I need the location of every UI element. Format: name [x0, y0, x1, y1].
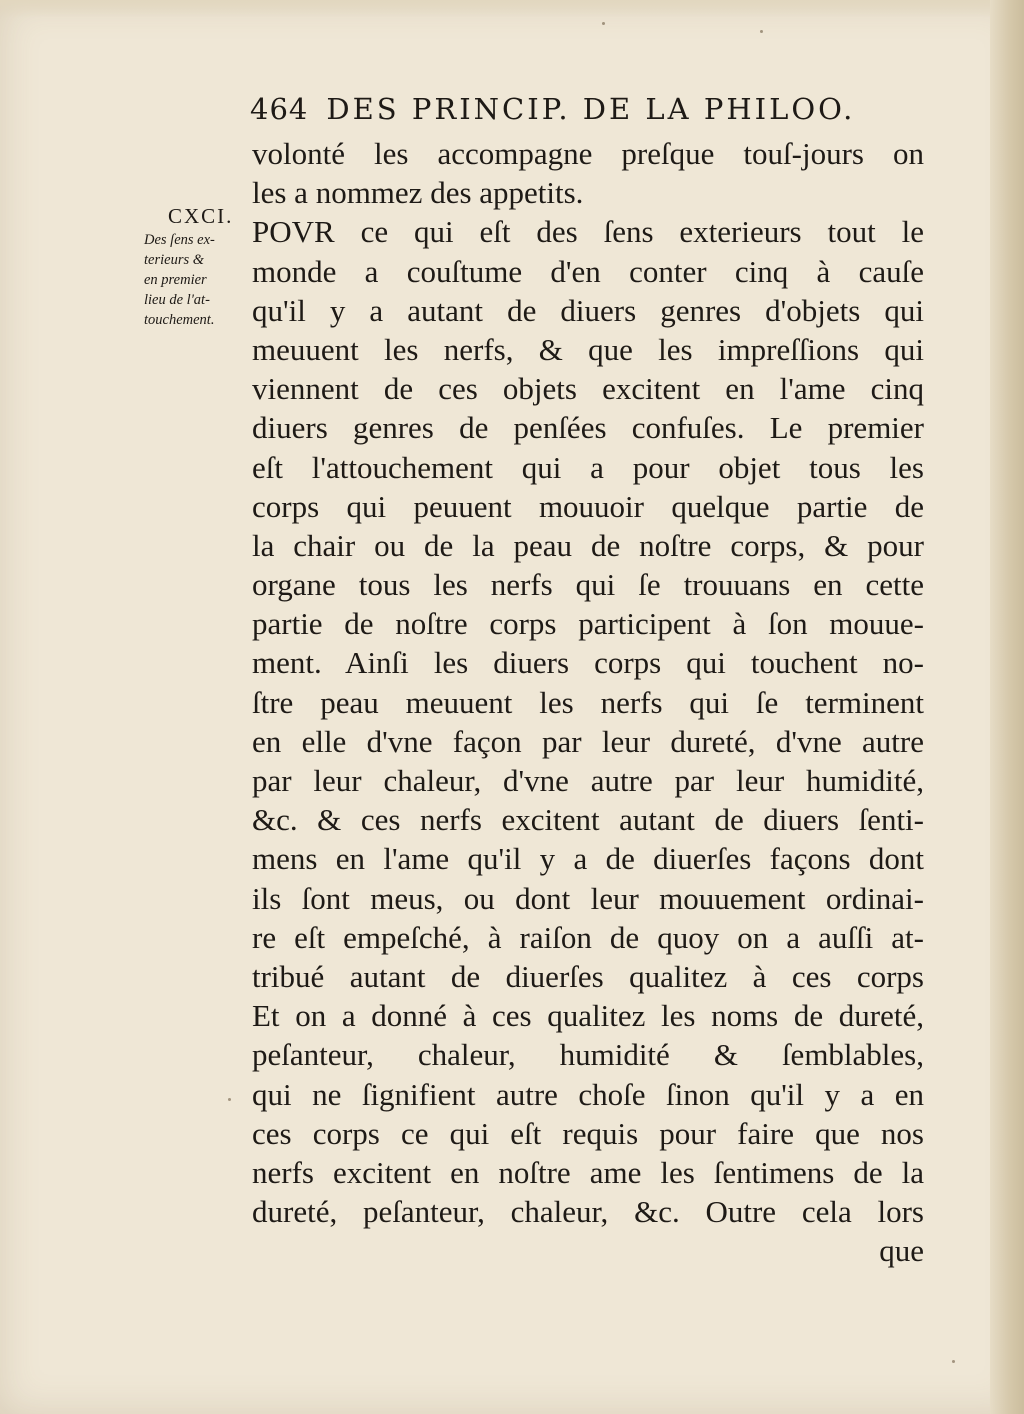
running-title: DES PRINCIP. DE LA PHILOO.	[326, 92, 856, 126]
margin-note-line: Des ſens ex-	[144, 232, 215, 248]
text-line: &c. & ces nerfs excitent autant de diuers ſenti-	[252, 802, 924, 838]
margin-note-line: terieurs &	[144, 252, 205, 268]
text-line: en elle d'vne façon par leur dureté, d'vne autre	[252, 723, 924, 759]
text-line: Et on a donné à ces qualitez les noms de dureté,	[252, 998, 924, 1034]
margin-note-line: en premier	[144, 272, 207, 288]
text-line: qui ne ſignifient autre choſe ſinon qu'il y a en	[252, 1076, 924, 1112]
text-line: qu'il y a autant de diuers genres d'objets qui	[252, 292, 924, 328]
margin-note	[144, 230, 248, 330]
text-line: volonté les accompagne preſque touſ-jours on	[252, 136, 924, 171]
text-line: ils ſont meus, ou dont leur mouuement ordinai-	[252, 880, 924, 916]
text-line: re eſt empeſché, à raiſon de quoy on a auſſi at-	[252, 919, 924, 955]
text-line: corps qui peuuent mouuoir quelque partie de	[252, 488, 924, 524]
page-number: 464	[250, 92, 309, 126]
text-line: ment. Ainſi les diuers corps qui touchent no-	[252, 645, 924, 681]
text-line: par leur chaleur, d'vne autre par leur humidité,	[252, 763, 924, 798]
text-line: peſanteur, chaleur, humidité & ſemblables,	[252, 1037, 924, 1073]
paper-speck	[228, 1098, 231, 1101]
margin-note-line: touchement.	[144, 312, 215, 328]
text-line: les a nommez des appetits.	[252, 175, 584, 211]
text-line: tribué autant de diuerſes qualitez à ces corps	[252, 958, 924, 994]
text-line: partie de noſtre corps participent à ſon mouue-	[252, 606, 924, 642]
text-line: la chair ou de la peau de noſtre corps, & pour	[252, 527, 924, 563]
text-line: diuers genres de penſées confuſes. Le premier	[252, 410, 924, 446]
page-top-edge	[0, 0, 1024, 18]
paper-speck	[760, 30, 763, 33]
page-right-edge	[990, 0, 1024, 1414]
body-text	[252, 134, 924, 1270]
article-number: CXCI.	[168, 204, 234, 228]
catchword: que	[879, 1233, 924, 1269]
text-line: mens en l'ame qu'il y a de diuerſes façons dont	[252, 841, 924, 877]
text-line: monde a couſtume d'en conter cinq à cauſe	[252, 253, 924, 289]
text-line: eſt l'attouchement qui a pour objet tous les	[252, 449, 924, 485]
text-line: ſtre peau meuuent les nerfs qui ſe terminent	[252, 684, 924, 720]
text-line: nerfs excitent en noſtre ame les ſentimens de la	[252, 1154, 924, 1190]
text-line: viennent de ces objets excitent en l'ame cinq	[252, 371, 924, 407]
text-line: POVR ce qui eſt des ſens exterieurs tout le	[252, 214, 924, 250]
text-line: meuuent les nerfs, & que les impreſſions qui	[252, 331, 924, 367]
text-line: dureté, peſanteur, chaleur, &c. Outre cela lors	[252, 1194, 924, 1230]
paper-speck	[602, 22, 605, 25]
text-line: organe tous les nerfs qui ſe trouuans en cette	[252, 567, 924, 603]
paper-speck	[952, 1360, 955, 1363]
margin-note-line: lieu de l'at-	[144, 292, 210, 308]
running-header	[250, 92, 940, 126]
text-line: ces corps ce qui eſt requis pour faire que nos	[252, 1115, 924, 1151]
